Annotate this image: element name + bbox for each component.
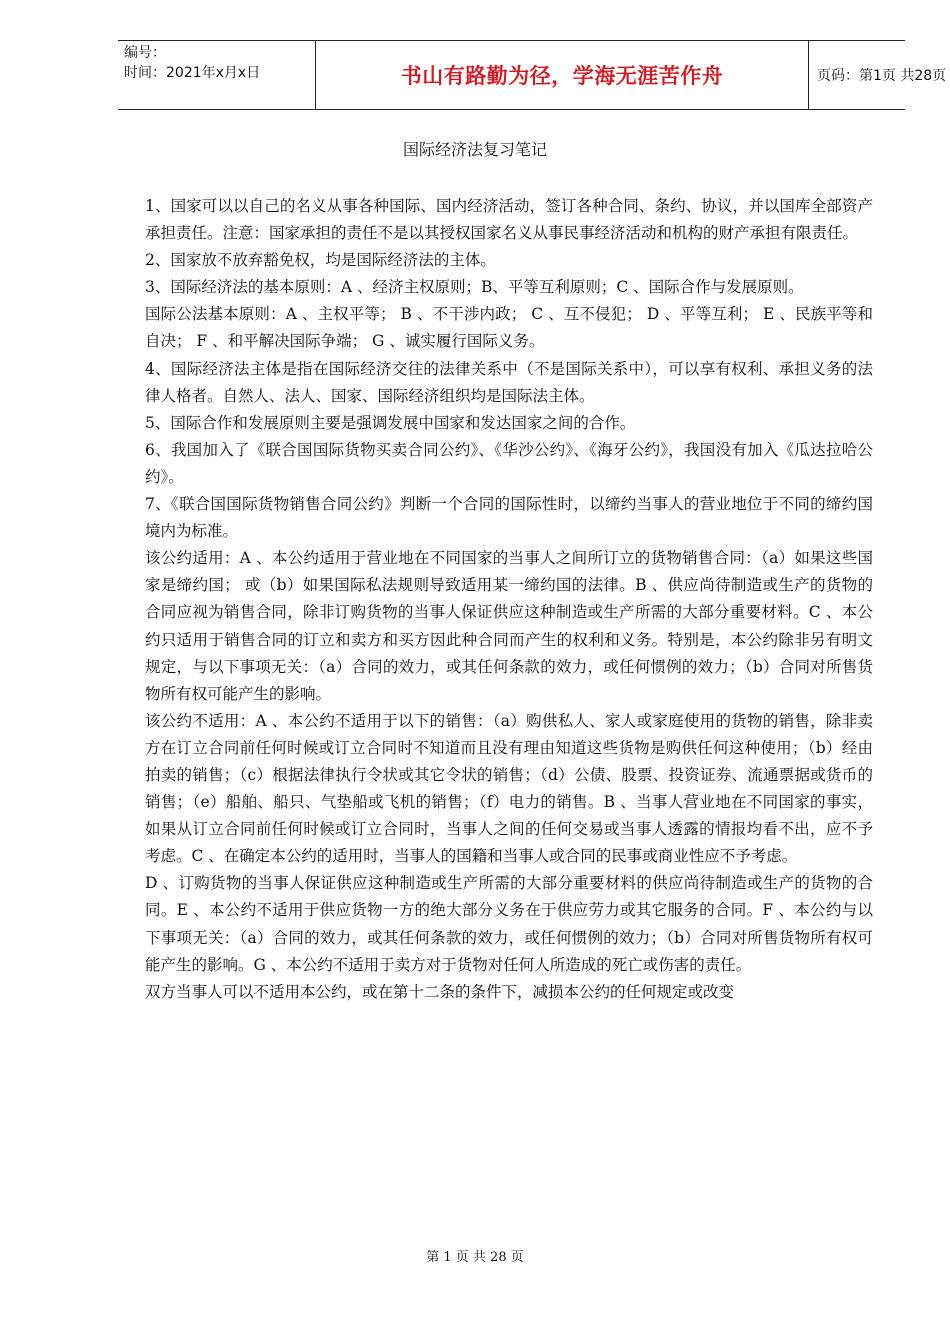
header-meta bbox=[118, 41, 315, 109]
paragraph: 2、国家放不放弃豁免权，均是国际经济法的主体。 bbox=[145, 251, 496, 270]
header-slogan: 书山有路勤为径，学海无涯苦作舟 bbox=[315, 41, 809, 109]
paragraph: 1、国家可以以自己的名义从事各种国际、国内经济活动，签订各种合同、条约、协议，并以国库全部资产承担责任。注意：国家承担的责任不是以其授权国家名义从事民事经济活动和机构的财产承担有限责任。 bbox=[145, 197, 873, 243]
paragraph: 6、我国加入了《联合国国际货物买卖合同公约》、《华沙公约》、《海牙公约》，我国没有加入《瓜达拉哈公约》。 bbox=[145, 440, 873, 486]
page-header bbox=[118, 40, 947, 110]
paragraph: 该公约不适用：A 、本公约不适用于以下的销售：（a）购供私人、家人或家庭使用的货物的销售，除非卖方在订立合同前任何时候或订立合同时不知道而且没有理由知道这些货物是购供任何这种使用；（b）经由拍卖的销售；（c）根据法律执行令状或其它令状的销售；（d）公债、股票、投资证券、流通票据或货币的销售；（e）船舶、船只、气垫船或飞机的销售；（f）电力的销售。B 、当事人营业地在不同国家的事实，如果从订立合同前任何时候或订立合同时，当事人之间的任何交易或当事人透露的情报均看不出，应不予考虑。C 、在确定本公约的适用时，当事人的国籍和当事人或合同的民事或商业性应不予考虑。 bbox=[145, 711, 873, 866]
paragraph: 3、国际经济法的基本原则：A 、经济主权原则；B、平等互利原则；C 、国际合作与发展原则。 bbox=[145, 278, 804, 297]
paragraph: 该公约适用：A 、本公约适用于营业地在不同国家的当事人之间所订立的货物销售合同：（a）如果这些国家是缔约国； 或（b）如果国际私法规则导致适用某一缔约国的法律。B 、供应尚待制造或生产的货物的合同应视为销售合同，除非订购货物的当事人保证供应这种制造或生产所需的大部分重要材料。C 、本公约只适用于销售合同的订立和卖方和买方因此种合同而产生的权利和义务。特别是，本公约除非另有明文规定，与以下事项无关：（a）合同的效力，或其任何条款的效力，或任何惯例的效力；（b）合同对所售货物所有权可能产生的影响。 bbox=[145, 549, 873, 703]
paragraph: 4、国际经济法主体是指在国际经济交往的法律关系中（不是国际关系中），可以享有权利、承担义务的法律人格者。自然人、法人、国家、国际经济组织均是国际法主体。 bbox=[145, 359, 873, 405]
paragraph: 5、国际合作和发展原则主要是强调发展中国家和发达国家之间的合作。 bbox=[145, 413, 636, 432]
paragraph: 双方当事人可以不适用本公约，或在第十二条的条件下，减损本公约的任何规定或改变 bbox=[145, 982, 735, 1001]
document-title: 国际经济法复习笔记 bbox=[402, 140, 547, 159]
header-page-info: 页码：第1页 共28页 bbox=[817, 68, 947, 84]
page-footer: 第 1 页 共 28 页 bbox=[426, 1250, 524, 1265]
paragraph: D 、订购货物的当事人保证供应这种制造或生产所需的大部分重要材料的供应尚待制造或生产的货物的合同。E 、本公约不适用于供应货物一方的绝大部分义务在于供应劳力或其它服务的合同。F 、本公约与以下事项无关：（a）合同的效力，或其任何条款的效力，或任何惯例的效力；（b）合同对所售货物所有权可能产生的影响。G 、本公约不适用于卖方对于货物对任何人所造成的死亡或伤害的责任。 bbox=[145, 874, 873, 974]
paragraph: 7、《联合国国际货物销售合同公约》判断一个合同的国际性时，以缔约当事人的营业地位于不同的缔约国境内为标准。 bbox=[145, 495, 873, 541]
document-body bbox=[145, 193, 873, 1006]
paragraph: 国际公法基本原则：A 、主权平等； B 、不干涉内政； C 、互不侵犯； D 、平等互利； E 、民族平等和自决； F 、和平解决国际争端； G 、诚实履行国际义务。 bbox=[145, 305, 873, 351]
serial-label: 编号： bbox=[124, 45, 166, 61]
date-label: 时间：2021年x月x日 bbox=[124, 65, 261, 81]
